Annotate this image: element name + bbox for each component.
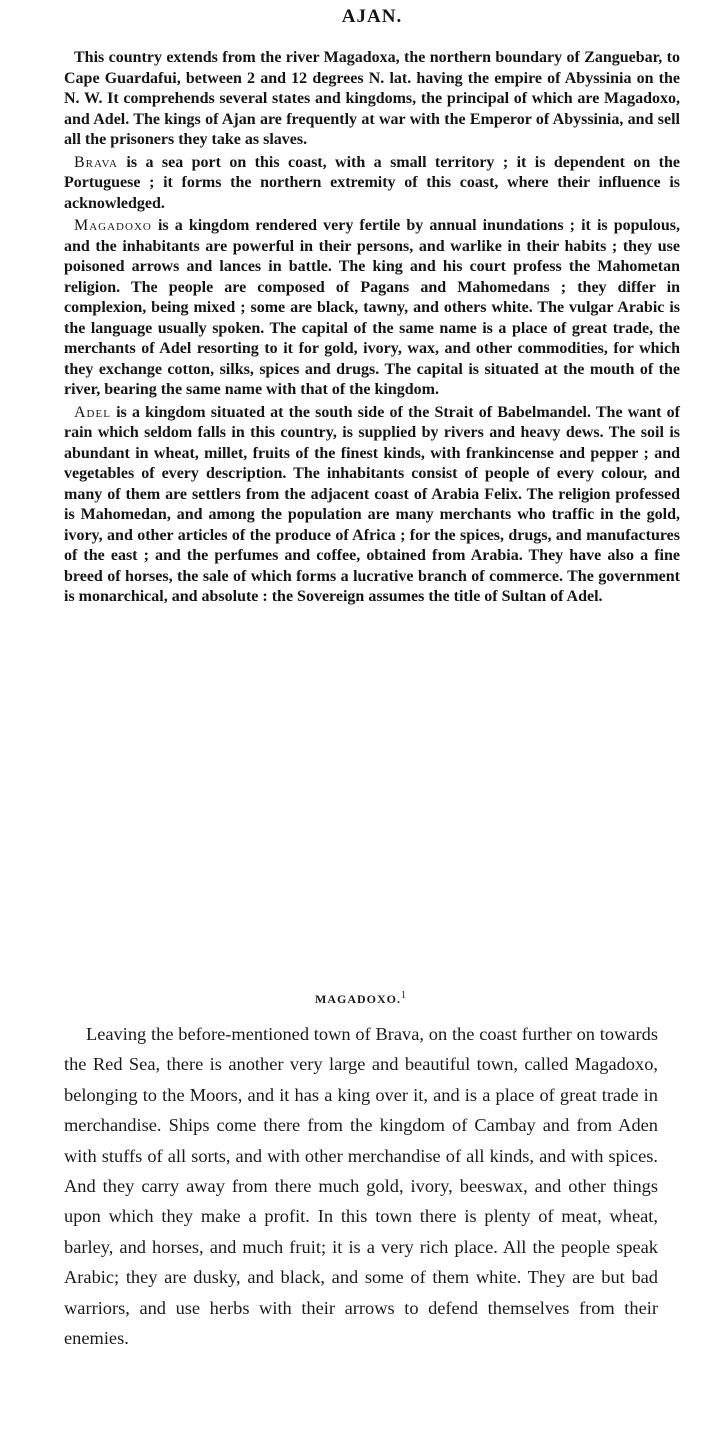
paragraph-text: is a kingdom situated at the south side of the Strait of Babelmandel. The want of rain which seldom falls in this country, is supplied by rivers and heavy dews. The soil is abundant in wheat, millet, fruits of the finest kinds, with frankincense and pepper ; and vegetables of every description. The inhabitants consist of people of every colour, and many of them are settlers from the adjacent coast of Arabia Felix. The religion professed is Mahomedan, and among the population are many merchants who traffic in the gold, ivory, and other articles of the produce of Africa ; for the spices, drugs, and manufactures of the east ; and the perfumes and coffee, obtained from Arabia. They have also a fine breed of horses, the sale of which forms a lucrative branch of commerce. The government is monarchical, and absolute : the Sovereign assumes the title of Sultan of Adel.: [64, 403, 680, 605]
paragraph-brava: [64, 153, 680, 215]
magadoxo-section: [64, 986, 658, 1353]
lead-word-brava: Brava: [74, 153, 119, 171]
paragraph-magadoxo: [64, 216, 680, 401]
paragraph-ajan: [64, 48, 680, 151]
ajan-section: [64, 0, 680, 610]
heading-text: MAGADOXO.: [315, 992, 401, 1006]
paragraph-magadoxo-description: Leaving the before-mentioned town of Brava, on the coast further on towards the Red Sea, there is another very large and beautiful town, called Magadoxo, belonging to the Moors, and it has a king over it, and is a place of great trade in merchandise. Ships come there from the kingdom of Cambay and from Aden with stuffs of all sorts, and with other merchandise of all kinds, and with spices. And they carry away from there much gold, ivory, beeswax, and other things upon which they make a profit. In this town there is plenty of meat, wheat, barley, and horses, and much fruit; it is a very rich place. All the people speak Arabic; they are dusky, and black, and some of them white. They are but bad warriors, and use herbs with their arrows to defend themselves from their enemies.: [64, 1024, 658, 1349]
paragraph-adel: [64, 403, 680, 608]
lead-word-magadoxo: Magadoxo: [74, 217, 152, 234]
paragraph-text: This country extends from the river Magadoxa, the northern boundary of Zanguebar, to Cape Guardafui, between 2 and 12 degrees N. lat. having the empire of Abyssinia on the N. W. It comprehends several states and kingdoms, the principal of which are Magadoxo, and Adel. The kings of Ajan are frequently at war with the Emperor of Abyssinia, and sell all the prisoners they take as slaves.: [64, 49, 680, 148]
paragraph-text: is a kingdom rendered very fertile by annual inundations ; it is populous, and the inhabitants are powerful in their persons, and warlike in their habits ; they use poisoned arrows and lances in battle. The king and his court profess the Mahometan religion. The people are composed of Pagans and Mahomedans ; they differ in complexion, being mixed ; some are black, tawny, and others white. The vulgar Arabic is the language usually spoken. The capital of the same name is a place of great trade, the merchants of Adel resorting to it for gold, ivory, wax, and other commodities, for which they exchange cotton, silks, spices and drugs. The capital is situated at the mouth of the river, bearing the same name with that of the kingdom.: [64, 217, 680, 398]
lead-word-adel: Adel: [74, 403, 111, 421]
footnote-marker: 1: [401, 990, 407, 1001]
section-title: AJAN.: [341, 6, 403, 27]
section-heading: [64, 986, 658, 1009]
paragraph-text: is a sea port on this coast, with a small territory ; it is dependent on the Portuguese ; it forms the northern extremity of this coast, where their influence is acknowledged.: [64, 153, 680, 212]
